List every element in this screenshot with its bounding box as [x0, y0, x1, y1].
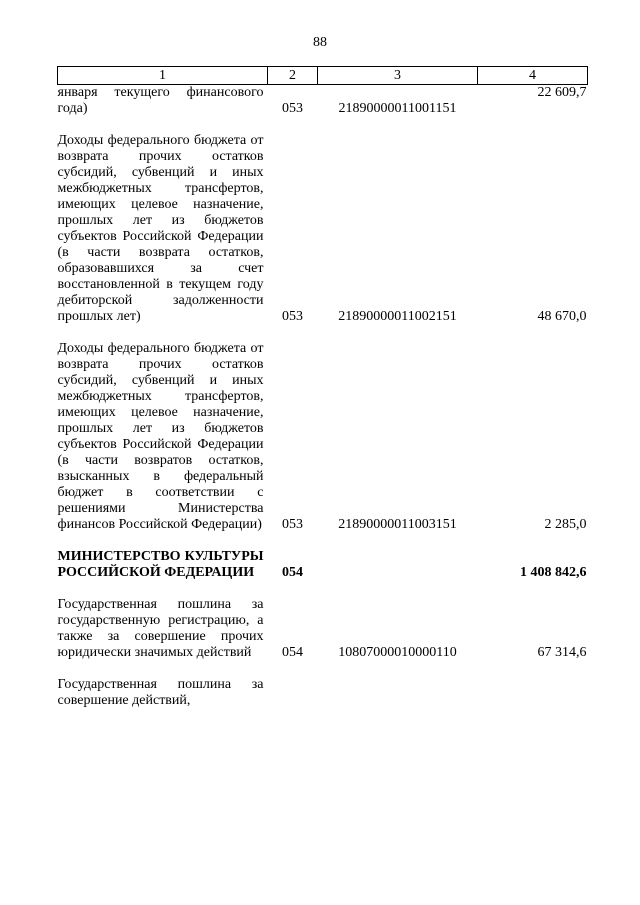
row-code-2 — [268, 677, 318, 709]
row-code-2: 054 — [282, 565, 303, 580]
row-spacer — [58, 533, 588, 549]
row-spacer — [58, 661, 588, 677]
row-amount: 22 609,7 — [537, 85, 587, 100]
table-row — [58, 85, 588, 118]
row-code-2: 053 — [282, 101, 303, 116]
row-amount — [478, 677, 588, 709]
table-row-ministry — [58, 549, 588, 581]
row-name: МИНИСТЕРСТВО КУЛЬТУРЫ РОССИЙСКОЙ ФЕДЕРАЦИИ — [57, 549, 264, 580]
row-name: Доходы федерального бюджета от возврата прочих остатков субсидий, субвенций и иных межбюджетных трансфертов, имеющих целевое назначение, прошлых лет из бюджетов субъектов Российской Федерации (в части возврата остатков, образовавшихся за счет восстановленной в текущем году дебиторской задолженности прошлых лет) — [57, 133, 264, 324]
row-amount: 2 285,0 — [544, 517, 587, 532]
row-spacer — [58, 325, 588, 341]
budget-revenue-table — [57, 66, 588, 709]
column-header-4: 4 — [478, 67, 588, 85]
row-code-2: 054 — [282, 645, 303, 660]
row-code-3: 21890000011001151 — [338, 101, 457, 116]
row-name: Государственная пошлина за государственную регистрацию, а также за совершение прочих юридически значимых действий — [57, 597, 264, 660]
row-spacer — [58, 581, 588, 597]
row-code-3 — [318, 677, 478, 709]
row-name: Государственная пошлина за совершение действий, — [57, 677, 264, 708]
row-code-3: 10807000010000110 — [338, 645, 457, 660]
row-name: Доходы федерального бюджета от возврата прочих остатков субсидий, субвенций и иных межбюджетных трансфертов, имеющих целевое назначение, прошлых лет из бюджетов субъектов Российской Федерации (в части возвратов остатков, взысканных в федеральный бюджет в соответствии с решениями Министерства финансов Российской Федерации) — [57, 341, 264, 532]
row-code-2: 053 — [282, 309, 303, 324]
row-code-3: 21890000011002151 — [338, 309, 457, 324]
table-row — [58, 597, 588, 661]
row-spacer — [58, 117, 588, 133]
table-header-row — [58, 67, 588, 85]
row-code-2: 053 — [282, 517, 303, 532]
row-code-3: 21890000011003151 — [338, 517, 457, 532]
table-row — [58, 341, 588, 533]
row-amount: 1 408 842,6 — [520, 565, 587, 580]
column-header-1: 1 — [58, 67, 268, 85]
table-row — [58, 677, 588, 709]
row-amount: 67 314,6 — [537, 645, 587, 660]
column-header-3: 3 — [318, 67, 478, 85]
column-header-2: 2 — [268, 67, 318, 85]
row-amount: 48 670,0 — [537, 309, 587, 324]
page-number: 88 — [313, 35, 327, 50]
row-code-3 — [318, 549, 478, 581]
row-name: января текущего финансового года) — [57, 85, 264, 116]
table-row — [58, 133, 588, 325]
